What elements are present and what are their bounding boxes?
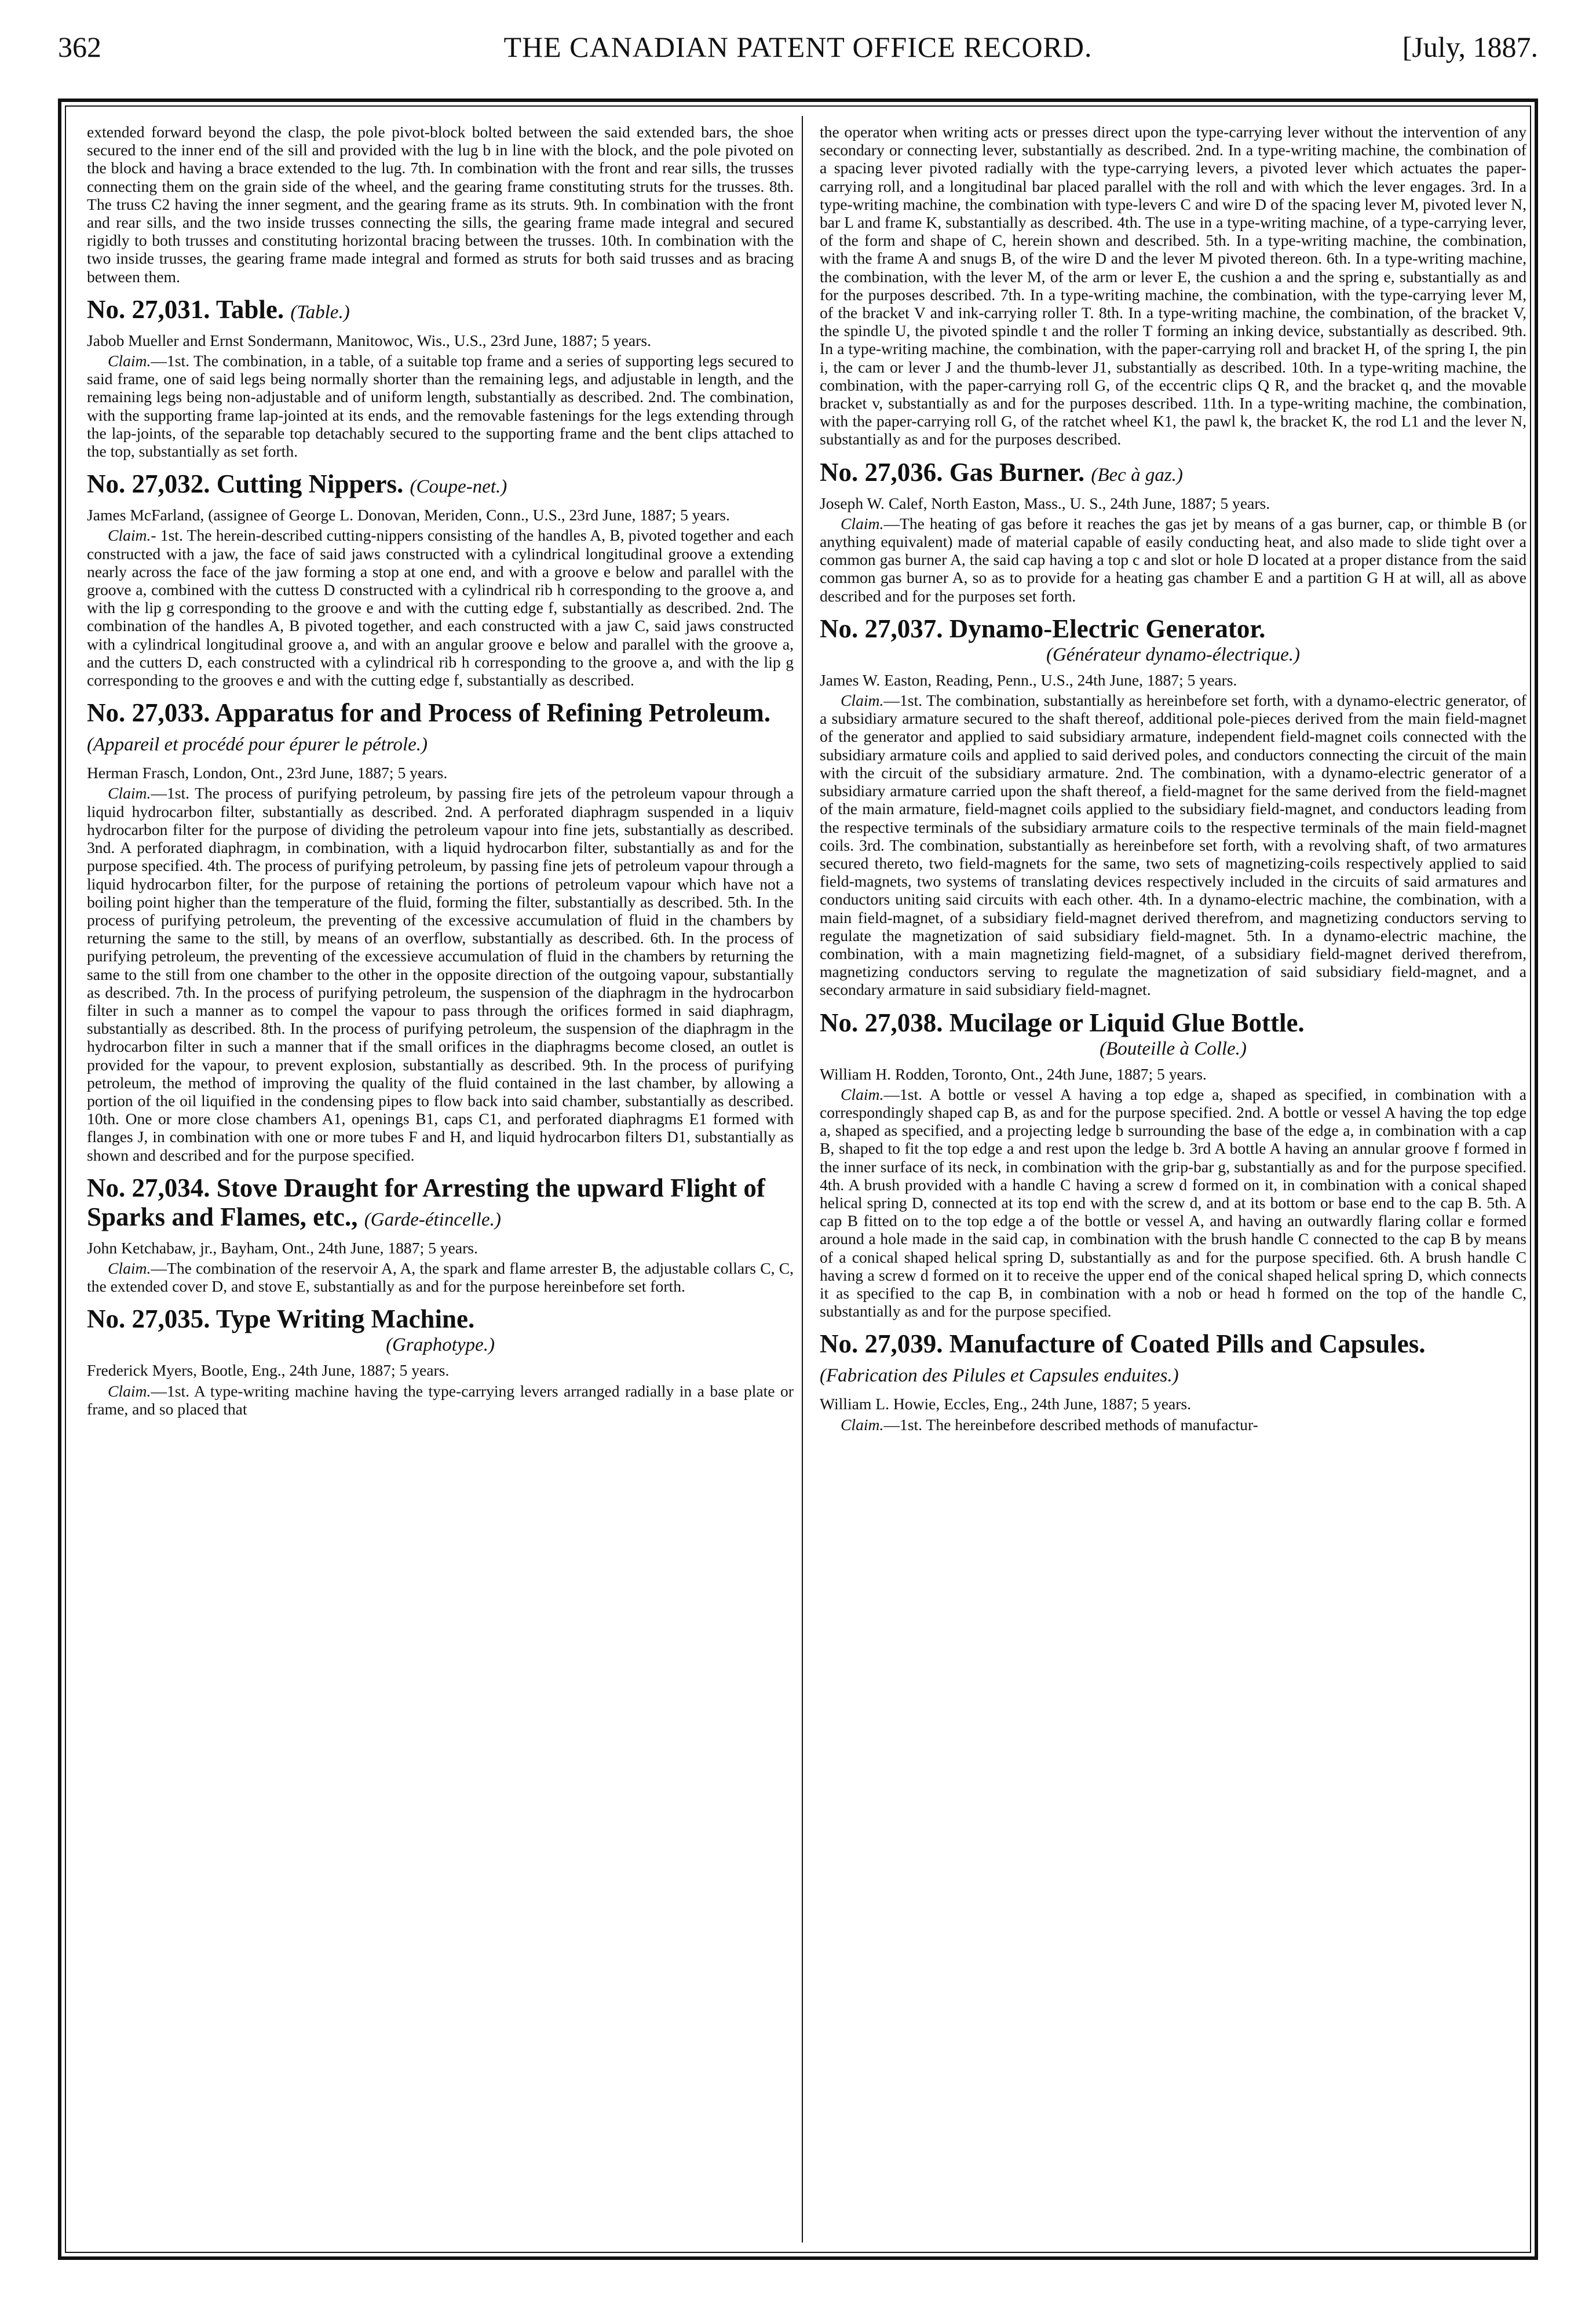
patent-entry-27039 bbox=[820, 1329, 1526, 1433]
claim-text: Claim.- 1st. The herein-described cutting-nippers consisting of the handles A, B, pivoted together and each constructed with a jaw, the face of said jaws constructed with a cylindrical longitudinal groove a extending nearly across the face of the jaw forming a stop at one end, and with a groove e below and parallel with the groove a, combined with the cuttess D constructed with a cylindrical rib h corresponding to the groove a, and with the lip g corresponding to the groove e and with the cutting edge f, substantially as described. 2nd. The combination of the handles A, B pivoted together, and each constructed with a jaw C, said jaws constructed with a cylindrical longitudinal groove a, and with an angular groove e below and parallel with the groove a, and the cutters D, each constructed with a cylindrical rib h corresponding to the groove a, and with the lip g corresponding to the grooves e and with the cutting edge f, substantially as described. bbox=[87, 526, 794, 690]
entry-heading: No. 27,039. Manufacture of Coated Pills and Capsules. (Fabrication des Pilules et Capsules enduites.) bbox=[820, 1329, 1426, 1387]
entry-heading: No. 27,036. Gas Burner. (Bec à gaz.) bbox=[820, 457, 1183, 487]
entry-translation: (Coupe-net.) bbox=[410, 476, 507, 498]
claim-label: Claim. bbox=[841, 691, 884, 710]
claim-label: Claim. bbox=[841, 514, 884, 533]
inventor-line: Herman Frasch, London, Ont., 23rd June, 1887; 5 years. bbox=[87, 764, 448, 782]
patent-entry-27038 bbox=[820, 1008, 1526, 1321]
inventor-line: Joseph W. Calef, North Easton, Mass., U. S., 24th June, 1887; 5 years. bbox=[820, 494, 1270, 512]
patent-entry-27032 bbox=[87, 469, 794, 689]
claim-label: Claim. bbox=[108, 352, 151, 370]
issue-date: [July, 1887. bbox=[1402, 31, 1538, 63]
claim-text: Claim.—1st. The combination, in a table, of a suitable top frame and a series of supporting legs secured to said frame, one of said legs being normally shorter than the remaining legs, and adjustable in length, and the remaining legs being non-adjustable and of uniform length, substantially as described. 2nd. The combination, with the supporting frame lap-jointed at its ends, and the removable fastenings for the legs extending through the lap-joints, of the separable top detachably secured to the supporting frame and the bent clips attached to the top, substantially as set forth. bbox=[87, 352, 794, 461]
entry-heading: No. 27,033. Apparatus for and Process of Refining Petroleum. (Appareil et procédé pour épurer le pétrole.) bbox=[87, 698, 770, 756]
patent-entry-27037 bbox=[820, 614, 1526, 999]
claim-text: Claim.—1st. The hereinbefore described methods of manufactur- bbox=[841, 1415, 1258, 1434]
entry-heading: No. 27,035. Type Writing Machine. bbox=[87, 1304, 475, 1334]
entry-translation: (Garde-étincelle.) bbox=[364, 1209, 501, 1230]
claim-label: Claim. bbox=[841, 1415, 884, 1434]
entry-translation: (Bec à gaz.) bbox=[1091, 464, 1183, 486]
inventor-line: James McFarland, (assignee of George L. Donovan, Meriden, Conn., U.S., 23rd June, 1887; 5 years. bbox=[87, 506, 730, 524]
journal-title: THE CANADIAN PATENT OFFICE RECORD. bbox=[503, 31, 1093, 63]
patent-entry-27036 bbox=[820, 458, 1526, 605]
inventor-line: Frederick Myers, Bootle, Eng., 24th June, 1887; 5 years. bbox=[87, 1361, 450, 1380]
patent-entry-27035 bbox=[87, 1304, 794, 1418]
patent-entry-27031 bbox=[87, 295, 794, 460]
inventor-line: Jabob Mueller and Ernst Sondermann, Manitowoc, Wis., U.S., 23rd June, 1887; 5 years. bbox=[87, 331, 651, 349]
inventor-line: William L. Howie, Eccles, Eng., 24th June, 1887; 5 years. bbox=[820, 1395, 1192, 1413]
entry-heading: No. 27,038. Mucilage or Liquid Glue Bottle. bbox=[820, 1008, 1305, 1037]
entry-translation: (Appareil et procédé pour épurer le pétrole.) bbox=[87, 734, 428, 756]
claim-label: Claim. bbox=[841, 1085, 884, 1103]
page-number: 362 bbox=[58, 31, 101, 63]
patent-entry-27033 bbox=[87, 698, 794, 1164]
claim-text: Claim.—1st. A bottle or vessel A having a top edge a, shaped as specified, in combination with a correspondingly shaped cap B, as and for the purpose specified. 2nd. A bottle or vessel A having the top edge a, shaped as specified, and a projecting ledge b surrounding the base of the edge a, in combination with a cap B, shaped to fit the top edge a and rest upon the ledge b. 3rd A bottle A having an annular groove f formed in the inner surface of its neck, in combination with the grip-bar g, substantially as and for the purpose specified. 4th. A brush provided with a handle C having a screw d formed on it, in combination with a conical shaped helical spring D, connected at its top end with the screw d, and at its bottom or base end to the cap B. 5th. A cap B fitted on to the top edge a of the bottle or vessel A, and having an outwardly flaring collar e formed around a hole made in the said cap, in combination with the brush handle C connected to the cap B by means of a conical shaped helical spring D, substantially as and for the purpose specified. 6th. A brush handle C having a screw d formed on it to receive the upper end of the conical shaped helical spring D, which connects it as specified to the cap B, in combination with a nob or head h formed on the top of the handle C, substantially as and for the purpose specified. bbox=[820, 1085, 1526, 1321]
entry-translation: (Table.) bbox=[290, 301, 350, 323]
inventor-line: James W. Easton, Reading, Penn., U.S., 24th June, 1887; 5 years. bbox=[820, 670, 1237, 689]
entry-translation: (Graphotype.) bbox=[386, 1335, 495, 1356]
claim-text: Claim.—The heating of gas before it reaches the gas jet by means of a gas burner, cap, or thimble B (or anything equivalent) made of material capable of easily conducting heat, and also made to slide tight over a common gas burner A, the said cap having a top c and slot or hole D located at a proper distance from the said common gas burner A, so as to provide for a heating gas chamber E and a partition G H at will, all as above described and for the purposes set forth. bbox=[820, 514, 1526, 605]
entry-translation: (Bouteille à Colle.) bbox=[1100, 1038, 1247, 1059]
claim-text: Claim.—The combination of the reservoir A, A, the spark and flame arrester B, the adjustable collars C, C, the extended cover D, and stove E, substantially as and for the purpose hereinbefore set forth. bbox=[87, 1259, 794, 1296]
entry-translation: (Fabrication des Pilules et Capsules enduites.) bbox=[820, 1365, 1179, 1387]
entry-translation: (Générateur dynamo-électrique.) bbox=[1046, 644, 1300, 665]
claim-label: Claim. bbox=[108, 1259, 151, 1277]
claim-text: Claim.—1st. A type-writing machine having the type-carrying levers arranged radially in a base plate or frame, and so placed that bbox=[87, 1381, 794, 1418]
continued-claim-text: the operator when writing acts or presses direct upon the type-carrying lever without the intervention of any secondary or connecting lever, substantially as described. 2nd. In a type-writing machine, the combination of a spacing lever pivoted radially with the type-carrying levers, a pivoted lever which actuates the paper-carrying roll, and a longitudinal bar placed parallel with the roll and with which the lever engages. 3rd. In a type-writing machine, the combination with type-levers C and wire D of the spacing lever M, pivoted lever N, bar L and frame K, substantially as described. 4th. The use in a type-writing machine, of a type-carrying lever, of the form and shape of C, herein shown and described. 5th. In a type-writing machine, the combination, with the frame A and snugs B, of the wire D and the lever M pivoted thereon. 6th. In a type-writing machine, the combination, with the lever M, of the arm or lever E, the cushion a and the spring e, substantially as and for the purposes described. 7th. In a type-writing machine, the combination, with the type-carrying lever M, of the bracket V and ink-carrying roller T. 8th. In a type-writing machine, the combination, of the bracket V, the spindle U, the pivoted spindle t and the roller T forming an inking device, substantially as described. 9th. In a type-writing machine, the combination, with the paper-carrying roll and bracket H, of the spring I, the pin i, the cam or lever J and the thumb-lever J1, substantially as described. 10th. In a type-writing machine, the combination, with the paper-carrying roll G, of the eccentric clips Q R, and the bracket q, and the movable bracket v, substantially as and for the purposes described. 11th. In a type-writing machine, the combination, with the paper-carrying roll G, of the ratchet wheel K1, the pawl k, the bracket K, the rod L1 and the lever N, substantially as and for the purposes described. bbox=[820, 123, 1526, 449]
entry-heading: No. 27,031. Table. (Table.) bbox=[87, 294, 350, 324]
column-divider bbox=[802, 116, 803, 2243]
claim-label: Claim. bbox=[108, 526, 151, 545]
claim-text: Claim.—1st. The combination, substantially as hereinbefore set forth, with a dynamo-electric generator, of a subsidiary armature secured to the shaft thereof, additional pole-pieces derived from the main field-magnet of the generator and applied to said subsidiary armature, independent field-magnet coils connected with the subsidiary armature coils and applied to said derived poles, and conductors connecting the circuit of the main with the circuit of the subsidiary armature. 2nd. The combination, with a dynamo-electric generator of a subsidiary armature carried upon the shaft thereof, a field-magnet for the same derived from the field-magnet of the main armature, field-magnet coils applied to the subsidiary field-magnet, and conductors leading from the respective terminals of the subsidiary armature coils to the respective terminals of the main field-magnet coils. 3rd. The combination, substantially as hereinbefore set forth, with a revolving shaft, of two armatures secured thereto, two field-magnets for the same, two sets of magnetizing-coils respectively applied to said field-magnets, two systems of translating devices respectively included in the circuits of said armatures and conductors uniting said circuits with each other. 4th. In a dynamo-electric machine, the combination, with a main field-magnet, of a subsidiary field-magnet derived therefrom, and magnetizing conductors serving to regulate the magnetization of said subsidiary field-magnet. 5th. In a dynamo-electric machine, the combination, with a main magnetizing field-magnet, of a subsidiary field-magnet derived therefrom, magnetizing conductors serving to regulate the magnetization of said subsidiary field-magnet, and a secondary armature in said subsidiary field-magnet. bbox=[820, 691, 1526, 999]
continued-claim-text: extended forward beyond the clasp, the pole pivot-block bolted between the said extended bars, the shoe secured to the inner end of the sill and provided with the lug b in line with the block, and the pole pivoted on the block and having a brace extended to the lug. 7th. In combination with the front and rear sills, the trusses connecting them on the grain side of the wheel, and the gearing frame constituting struts for the trusses. 8th. The truss C2 having the inner segment, and the gearing frame as its struts. 9th. In combination with the front and rear sills, and the two inside trusses connecting the sills, the gearing frame made integral and secured rigidly to both trusses and constituting horizontal bracing between the trusses. 10th. In combination with the two inside trusses, the gearing frame made integral and formed as struts for both said trusses and as bracing between them. bbox=[87, 123, 794, 286]
claim-label: Claim. bbox=[108, 784, 151, 803]
inventor-line: William H. Rodden, Toronto, Ont., 24th June, 1887; 5 years. bbox=[820, 1064, 1207, 1083]
patent-entry-27034 bbox=[87, 1173, 794, 1296]
claim-text: Claim.—1st. The process of purifying petroleum, by passing fire jets of the petroleum vapour through a liquid hydrocarbon filter, substantially as described. 2nd. A perforated diaphragm suspended in a liquiv hydrocarbon filter for the purpose of dividing the petroleum vapour into fine jets, substantially as described. 3nd. A perforated diaphragm, in combination, with a liquid hydrocarbon filter, substantially as and for the purpose specified. 4th. The process of purifying petroleum, by passing fine jets of petroleum vapour through a liquid hydrocarbon filter, for the purpose of retaining the portions of petroleum vapour which have not a boiling point higher than the temperature of the fluid, forming the filter, substantially as described. 5th. In the process of purifying petroleum, the preventing of the excessive accumulation of fluid in the chambers by returning the same to the still, by means of an overflow, substantially as described. 6th. In the process of purifying petroleum, the preventing of the excessieve accumulation of fluid in the chambers by returning the same to the still from one chamber to the other in the opposite direction of the outgoing vapour, substantially as described. 7th. In the process of purifying petroleum, the suspension of the diaphragm in the hydrocarbon filter in such a manner as to compel the vapour to pass through the orifices formed in said diaphragm, substantially as described. 8th. In the process of purifying petroleum, the suspension of the diaphragm in the hydrocarbon filter in such a manner that if the small orifices in the diaphragms become closed, an outlet is provided for the vapour, to prevent explosion, substantially as described. 9th. In the process of purifying petroleum, the method of improving the quality of the fluid contained in the last chamber, by allowing a portion of the oil liquified in the condensing pipes to flow back into said chamber, substantially as described. 10th. One or more close chambers A1, openings B1, caps C1, and perforated diaphragms E1 formed with flanges J, in combination with one or more tubes F and H, and liquid hydrocarbon filters D1, substantially as shown and described and for the purpose specified. bbox=[87, 784, 794, 1164]
running-header bbox=[58, 30, 1538, 71]
entry-heading: No. 27,032. Cutting Nippers. (Coupe-net.) bbox=[87, 469, 507, 499]
inventor-line: John Ketchabaw, jr., Bayham, Ont., 24th June, 1887; 5 years. bbox=[87, 1238, 478, 1257]
entry-heading: No. 27,034. Stove Draught for Arresting the upward Flight of Sparks and Flames, etc., (Garde-étincelle.) bbox=[87, 1173, 765, 1231]
left-column bbox=[87, 123, 794, 2244]
right-column bbox=[820, 123, 1526, 2244]
entry-heading: No. 27,037. Dynamo-Electric Generator. bbox=[820, 614, 1266, 643]
claim-label: Claim. bbox=[108, 1381, 151, 1400]
